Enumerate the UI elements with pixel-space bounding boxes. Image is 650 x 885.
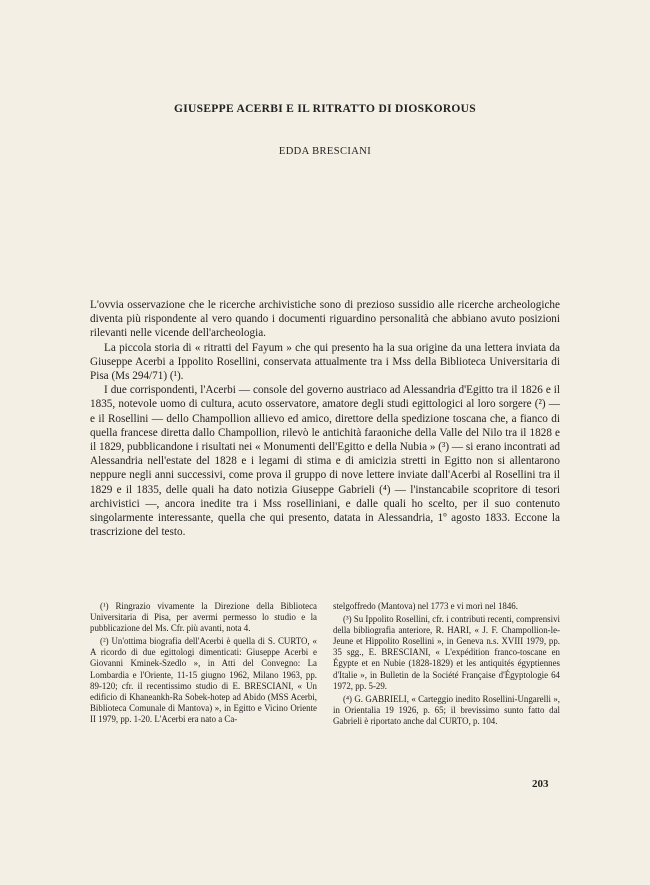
footnote: (²) Un'ottima biografia dell'Acerbi è quella di S. CURTO, « A ricordo di due egittologi dimenticati: Giuseppe Acerbi e Giovanni Kminek-Szedlo », in Atti del Convegno: La Lombardia e l'Oriente, 11-15 giugno 1962, Milano 1963, pp. 89-120; cfr. il recentissimo studio di E. BRESCIANI, « Un edificio di Khaneankh-Ra Sobek-hotep ad Abido (MSS Acerbi, Biblioteca Comunale di Mantova) », in Egitto e Vicino Oriente II 1979, pp. 1-20. L'Acerbi era nato a Ca- bbox=[90, 636, 317, 724]
body-paragraph: I due corrispondenti, l'Acerbi — console del governo austriaco ad Alessandria d'Egitto tra il 1826 e il 1835, notevole uomo di cultura, acuto osservatore, amatore degli studi egittologici al loro sorgere (²) — e il Rosellini — dello Champollion allievo ed amico, direttore della spedizione toscana che, a fianco di quella francese diretta dallo Champollion, rilevò le antichità faraoniche della Valle del Nilo tra il 1828 e il 1829, pubblicandone i risultati nei « Monumenti dell'Egitto e della Nubia » (³) — si erano incontrati ad Alessandria nell'estate del 1828 e i legami di stima e di amicizia stretti in Egitto non si allentarono neppure negli anni successivi, come prova il gruppo di nove lettere inviate dall'Acerbi al Rosellini tra il 1829 e il 1835, delle quali ha dato notizia Giuseppe Gabrieli (⁴) — l'instancabile scopritore di tesori archivistici —, ancora inedite tra i Mss roselliniani, e dalle quali ho scelto, per il suo contenuto singolarmente interessante, quella che qui presento, datata in Alessandria, 1º agosto 1833. Eccone la trascrizione del testo. bbox=[90, 384, 560, 539]
article-author: EDDA BRESCIANI bbox=[278, 146, 372, 157]
footnotes bbox=[90, 601, 560, 729]
footnotes-left-column bbox=[90, 601, 317, 729]
body-paragraph: L'ovvia osservazione che le ricerche archivistiche sono di prezioso sussidio alle ricerche archeologiche diventa più rispondente al vero quando i documenti riguardino personalità che abbiano avuto posizioni rilevanti nelle vicende dell'archeologia. bbox=[90, 299, 560, 340]
footnotes-right-column bbox=[333, 601, 560, 729]
body-paragraph: La piccola storia di « ritratti del Fayum » che qui presento ha la sua origine da una lettera inviata da Giuseppe Acerbi a Ippolito Rosellini, conservata attualmente tra i Mss della Biblioteca Universitaria di Pisa (Ms 294/71) (¹). bbox=[90, 341, 560, 383]
footnote: (³) Su Ippolito Rosellini, cfr. i contributi recenti, comprensivi della bibliografia anteriore, R. HARI, « J. F. Champollion-le-Jeune et Hippolito Rosellini », in Geneva n.s. XVIII 1979, pp. 35 sgg., E. BRESCIANI, « L'expédition franco-toscane en Égypte et en Nubie (1828-1829) et les antiquités égyptiennes d'Italie », in Bulletin de la Société Française d'Égyptologie 64 1972, pp. 5-29. bbox=[333, 614, 560, 691]
article-body bbox=[90, 298, 560, 539]
footnote: (⁴) G. GABRIELI, « Carteggio inedito Rosellini-Ungarelli », in Orientalia 19 1926, p. 65; il brevissimo sunto fatto dal Gabrieli è riportato anche dal CURTO, p. 104. bbox=[333, 693, 560, 726]
footnote: (¹) Ringrazio vivamente la Direzione della Biblioteca Universitaria di Pisa, per avermi permesso lo studio e la pubblicazione del Ms. Cfr. più avanti, nota 4. bbox=[90, 601, 317, 634]
article-title: GIUSEPPE ACERBI E IL RITRATTO DI DIOSKOROUS bbox=[174, 103, 476, 115]
page-number: 203 bbox=[532, 778, 549, 790]
footnote-continuation: stelgoffredo (Mantova) nel 1773 e vi morì nel 1846. bbox=[333, 601, 518, 611]
